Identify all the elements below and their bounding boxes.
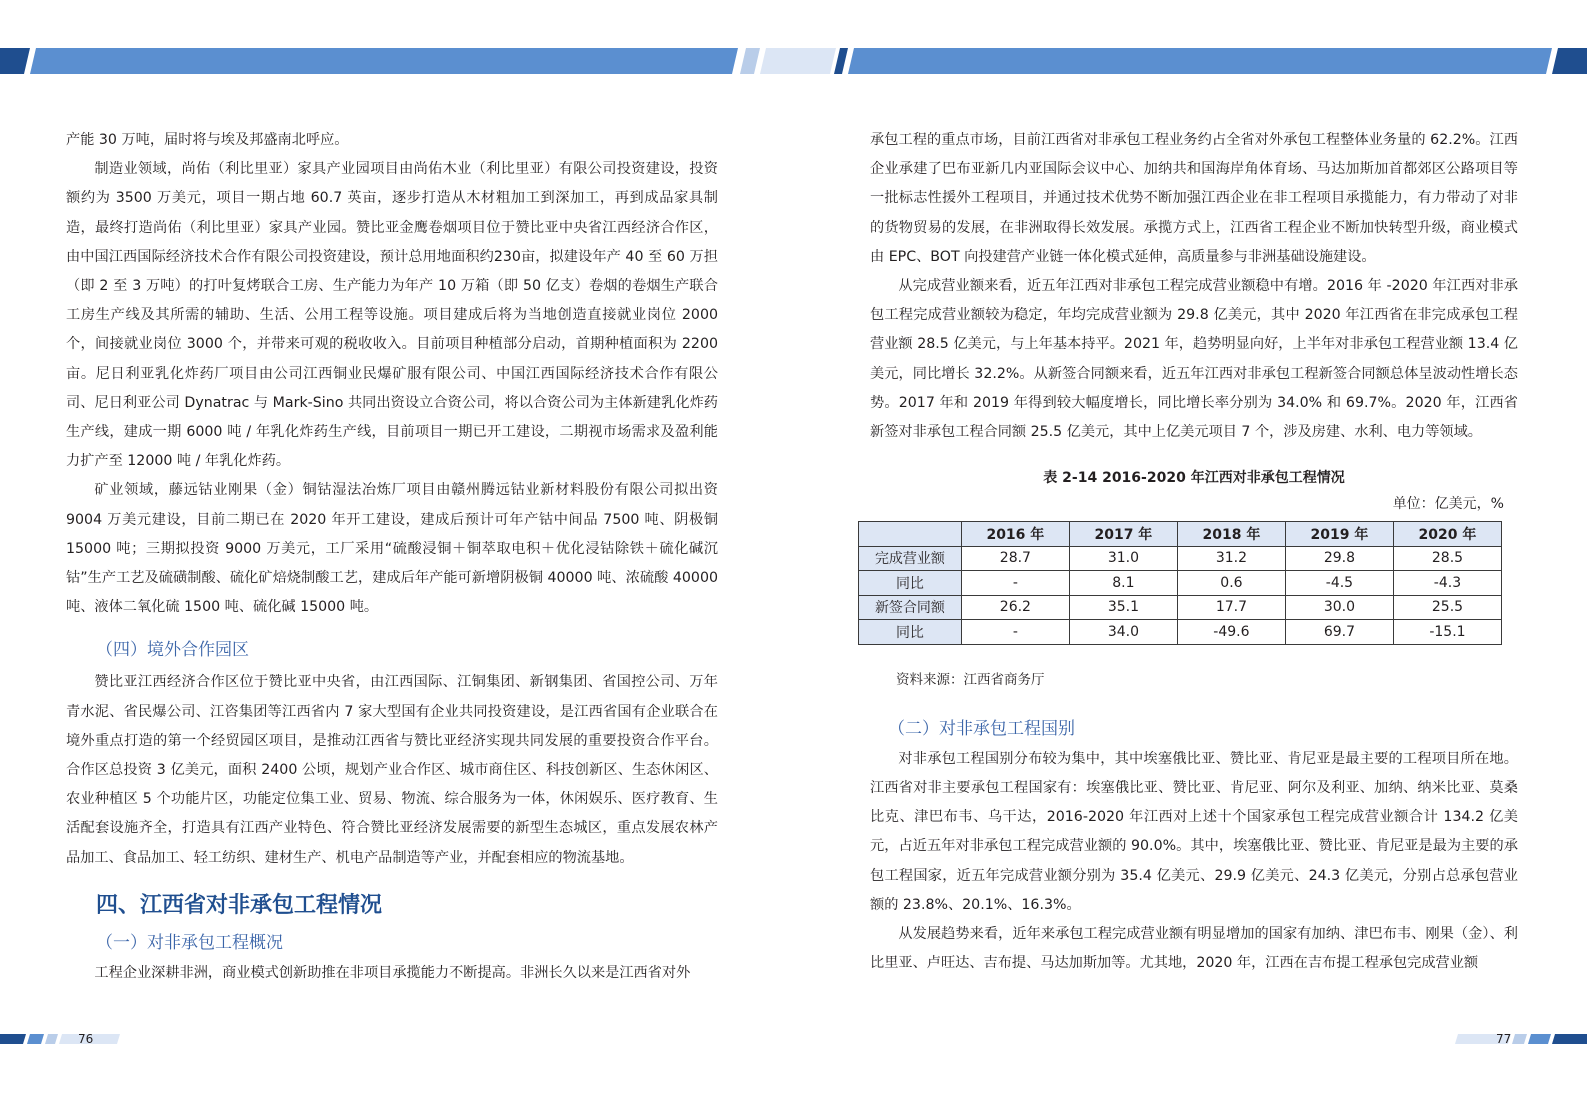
right-paragraph-trends: 从发展趋势来看，近年来承包工程完成营业额有明显增加的国家有加纳、津巴布韦、刚果（金）、利比里亚、卢旺达、吉布提、马达加斯加等。尤其地，2020 年，江西在吉布提工程承包完成营业额 bbox=[870, 925, 1518, 972]
table-cell: 28.7 bbox=[961, 546, 1069, 571]
right-paragraph-countries: 对非承包工程国别分布较为集中，其中埃塞俄比亚、赞比亚、肯尼亚是最主要的工程项目所在地。江西省对非主要承包工程国家有：埃塞俄比亚、赞比亚、肯尼亚、阿尔及利亚、加纳、纳米比亚、莫桑比克、津巴布韦、乌干达，2016-2020 年江西对上述十个国家承包工程完成营业额合计 134.2 亿美元，占近五年对非承包工程完成营业额的 90.0%。其中，埃塞俄比亚、赞比亚、肯尼亚是最为主要的承包工程国家，近五年完成营业额分别为 35.4 亿美元、29.9 亿美元、24.3 亿美元，分别占总承包营业额的 23.8%、20.1%、16.3%。 bbox=[870, 750, 1518, 913]
table-cell: 25.5 bbox=[1393, 595, 1501, 620]
table-header-cell: 2018 年 bbox=[1177, 522, 1285, 547]
left-paragraph-1: 产能 30 万吨，届时将与埃及邦盛南北呼应。 bbox=[66, 132, 349, 148]
table-cell: -4.3 bbox=[1393, 571, 1501, 596]
table-cell: 34.0 bbox=[1069, 620, 1177, 645]
table-header-cell bbox=[859, 522, 962, 547]
table-row-label: 新签合同额 bbox=[859, 595, 962, 620]
header-band-right-main bbox=[848, 48, 1552, 74]
table-row bbox=[859, 595, 1502, 620]
left-page-body bbox=[66, 126, 718, 988]
page-number-left: 76 bbox=[78, 1032, 94, 1046]
table-cell: - bbox=[961, 620, 1069, 645]
left-paragraph-zambia-zone: 赞比亚江西经济合作区位于赞比亚中央省，由江西国际、江铜集团、新钢集团、省国控公司、万年青水泥、省民爆公司、江咨集团等江西省内 7 家大型国有企业共同投资建设，是江西省国有企业联合在境外重点打造的第一个经贸园区项目，是推动江西省与赞比亚经济实现共同发展的重要投资合作平台。合作区总投资 3 亿美元，面积 2400 公顷，规划产业合作区、城市商住区、科技创新区、生态休闲区、农业种植区 5 个功能片区，功能定位集工业、贸易、物流、综合服务为一体，休闲娱乐、医疗教育、生活配套设施齐全，打造具有江西产业特色、符合赞比亚经济发展需要的新型生态城区，重点发展农林产品加工、食品加工、轻工纺织、建材生产、机电产品制造等产业，并配套相应的物流基地。 bbox=[66, 674, 718, 866]
contract-table bbox=[858, 521, 1502, 645]
table-row-label: 完成营业额 bbox=[859, 546, 962, 571]
header-band-center-dark bbox=[834, 48, 848, 74]
table-cell: 35.1 bbox=[1069, 595, 1177, 620]
table-cell: 69.7 bbox=[1285, 620, 1393, 645]
header-band-center-light-1 bbox=[740, 48, 760, 74]
table-cell: 28.5 bbox=[1393, 546, 1501, 571]
table-row bbox=[859, 546, 1502, 571]
table-header-cell: 2016 年 bbox=[961, 522, 1069, 547]
table-row bbox=[859, 620, 1502, 645]
left-paragraph-manufacturing: 制造业领域，尚佑（利比里亚）家具产业园项目由尚佑木业（利比里亚）有限公司投资建设，投资额约为 3500 万美元，项目一期占地 60.7 英亩，逐步打造从木材粗加工到深加工，再到成品家具制造，最终打造尚佑（利比里亚）家具产业园。赞比亚金鹰卷烟项目位于赞比亚中央省江西经济合作区，由中国江西国际经济技术合作有限公司投资建设，预计总用地面积约230亩，拟建设年产 40 至 60 万担（即 2 至 3 万吨）的打叶复烤联合工房、生产能力为年产 10 万箱（即 50 亿支）卷烟的卷烟生产联合工房生产线及其所需的辅助、生活、公用工程等设施。项目建成后将为当地创造直接就业岗位 2000 个，间接就业岗位 3000 个，并带来可观的税收收入。目前项目种植部分启动，首期种植面积为 2200 亩。尼日利亚乳化炸药厂项目由公司江西铜业民爆矿服有限公司、中国江西国际经济技术合作有限公司、尼日利亚公司 Dynatrac 与 Mark-Sino 共同出资设立合资公司，将以合资公司为主体新建乳化炸药生产线，建成一期 6000 吨 / 年乳化炸药生产线，目前项目一期已开工建设，二期视市场需求及盈利能力扩产至 12000 吨 / 年乳化炸药。 bbox=[66, 161, 718, 470]
table-cell: 31.2 bbox=[1177, 546, 1285, 571]
table-row bbox=[859, 571, 1502, 596]
table-source: 资料来源：江西省商务厅 bbox=[896, 671, 1045, 688]
heading-contract-overview: （一）对非承包工程概况 bbox=[96, 932, 283, 953]
right-page-body bbox=[870, 126, 1518, 978]
footer-band-left bbox=[0, 1032, 130, 1046]
header-band-right-dark bbox=[1552, 48, 1587, 74]
table-row-label: 同比 bbox=[859, 620, 962, 645]
heading-contract-countries: （二）对非承包工程国别 bbox=[888, 718, 1075, 739]
table-header-cell: 2020 年 bbox=[1393, 522, 1501, 547]
header-band bbox=[0, 0, 1587, 90]
table-cell: 29.8 bbox=[1285, 546, 1393, 571]
table-cell: 17.7 bbox=[1177, 595, 1285, 620]
left-paragraph-mining: 矿业领域，藤远钴业刚果（金）铜钴湿法冶炼厂项目由赣州腾远钴业新材料股份有限公司拟出资 9004 万美元建设，目前二期已在 2020 年开工建设，建成后预计可年产钴中间品 7500 吨、阴极铜 15000 吨；三期拟投资 9000 万美元，工厂采用“硫酸浸铜＋铜萃取电积＋优化浸钴除铁＋硫化碱沉钴”生产工艺及硫磺制酸、硫化矿焙烧制酸工艺，建成后年产能可新增阴极铜 40000 吨、浓硫酸 40000 吨、液体二氧化硫 1500 吨、硫化碱 15000 吨。 bbox=[66, 482, 718, 616]
table-title: 表 2-14 2016-2020 年江西对非承包工程情况 bbox=[1043, 470, 1345, 487]
page-number-right: 77 bbox=[1496, 1032, 1512, 1046]
table-cell: 0.6 bbox=[1177, 571, 1285, 596]
table-header-row bbox=[859, 522, 1502, 547]
heading-overseas-park: （四）境外合作园区 bbox=[96, 640, 249, 661]
table-header-cell: 2017 年 bbox=[1069, 522, 1177, 547]
header-band-center-light-2 bbox=[760, 48, 836, 74]
table-cell: - bbox=[961, 571, 1069, 596]
header-band-left-main bbox=[30, 48, 738, 74]
table-cell: 31.0 bbox=[1069, 546, 1177, 571]
table-header-cell: 2019 年 bbox=[1285, 522, 1393, 547]
table-cell: -4.5 bbox=[1285, 571, 1393, 596]
header-band-left-dark bbox=[0, 48, 30, 74]
right-paragraph-revenue: 从完成营业额来看，近五年江西对非承包工程完成营业额稳中有增。2016 年 -2020 年江西对非承包工程完成营业额较为稳定，年均完成营业额为 29.8 亿美元，其中 2020 年江西省在非完成承包工程营业额 28.5 亿美元，与上年基本持平。2021 年，趋势明显向好，上半年对非承包工程营业额 13.4 亿美元，同比增长 32.2%。从新签合同额来看，近五年江西对非承包工程新签合同额总体呈波动性增长态势。2017 年和 2019 年得到较大幅度增长，同比增长率分别为 34.0% 和 69.7%。2020 年，江西省新签对非承包工程合同额 25.5 亿美元，其中上亿美元项目 7 个，涉及房建、水利、电力等领域。 bbox=[870, 278, 1518, 441]
table-cell: -49.6 bbox=[1177, 620, 1285, 645]
right-paragraph-1: 承包工程的重点市场，目前江西省对非承包工程业务约占全省对外承包工程整体业务量的 62.2%。江西企业承建了巴布亚新几内亚国际会议中心、加纳共和国海岸角体育场、马达加斯加首都郊区公路项目等一批标志性援外工程项目，并通过技术优势不断加强江西企业在非工程项目承揽能力，有力带动了对非的货物贸易的发展，在非洲取得长效发展。承揽方式上，江西省工程企业不断加快转型升级，商业模式由 EPC、BOT 向投建营产业链一体化模式延伸，高质量参与非洲基础设施建设。 bbox=[870, 132, 1518, 265]
footer-band-right bbox=[1455, 1032, 1587, 1046]
table-row-label: 同比 bbox=[859, 571, 962, 596]
heading-section-four: 四、江西省对非承包工程情况 bbox=[96, 892, 383, 918]
table-cell: -15.1 bbox=[1393, 620, 1501, 645]
table-cell: 26.2 bbox=[961, 595, 1069, 620]
table-cell: 8.1 bbox=[1069, 571, 1177, 596]
table-unit: 单位：亿美元，% bbox=[1392, 496, 1504, 513]
left-paragraph-engineering: 工程企业深耕非洲，商业模式创新助推在非项目承揽能力不断提高。非洲长久以来是江西省对外 bbox=[94, 964, 691, 981]
table-cell: 30.0 bbox=[1285, 595, 1393, 620]
